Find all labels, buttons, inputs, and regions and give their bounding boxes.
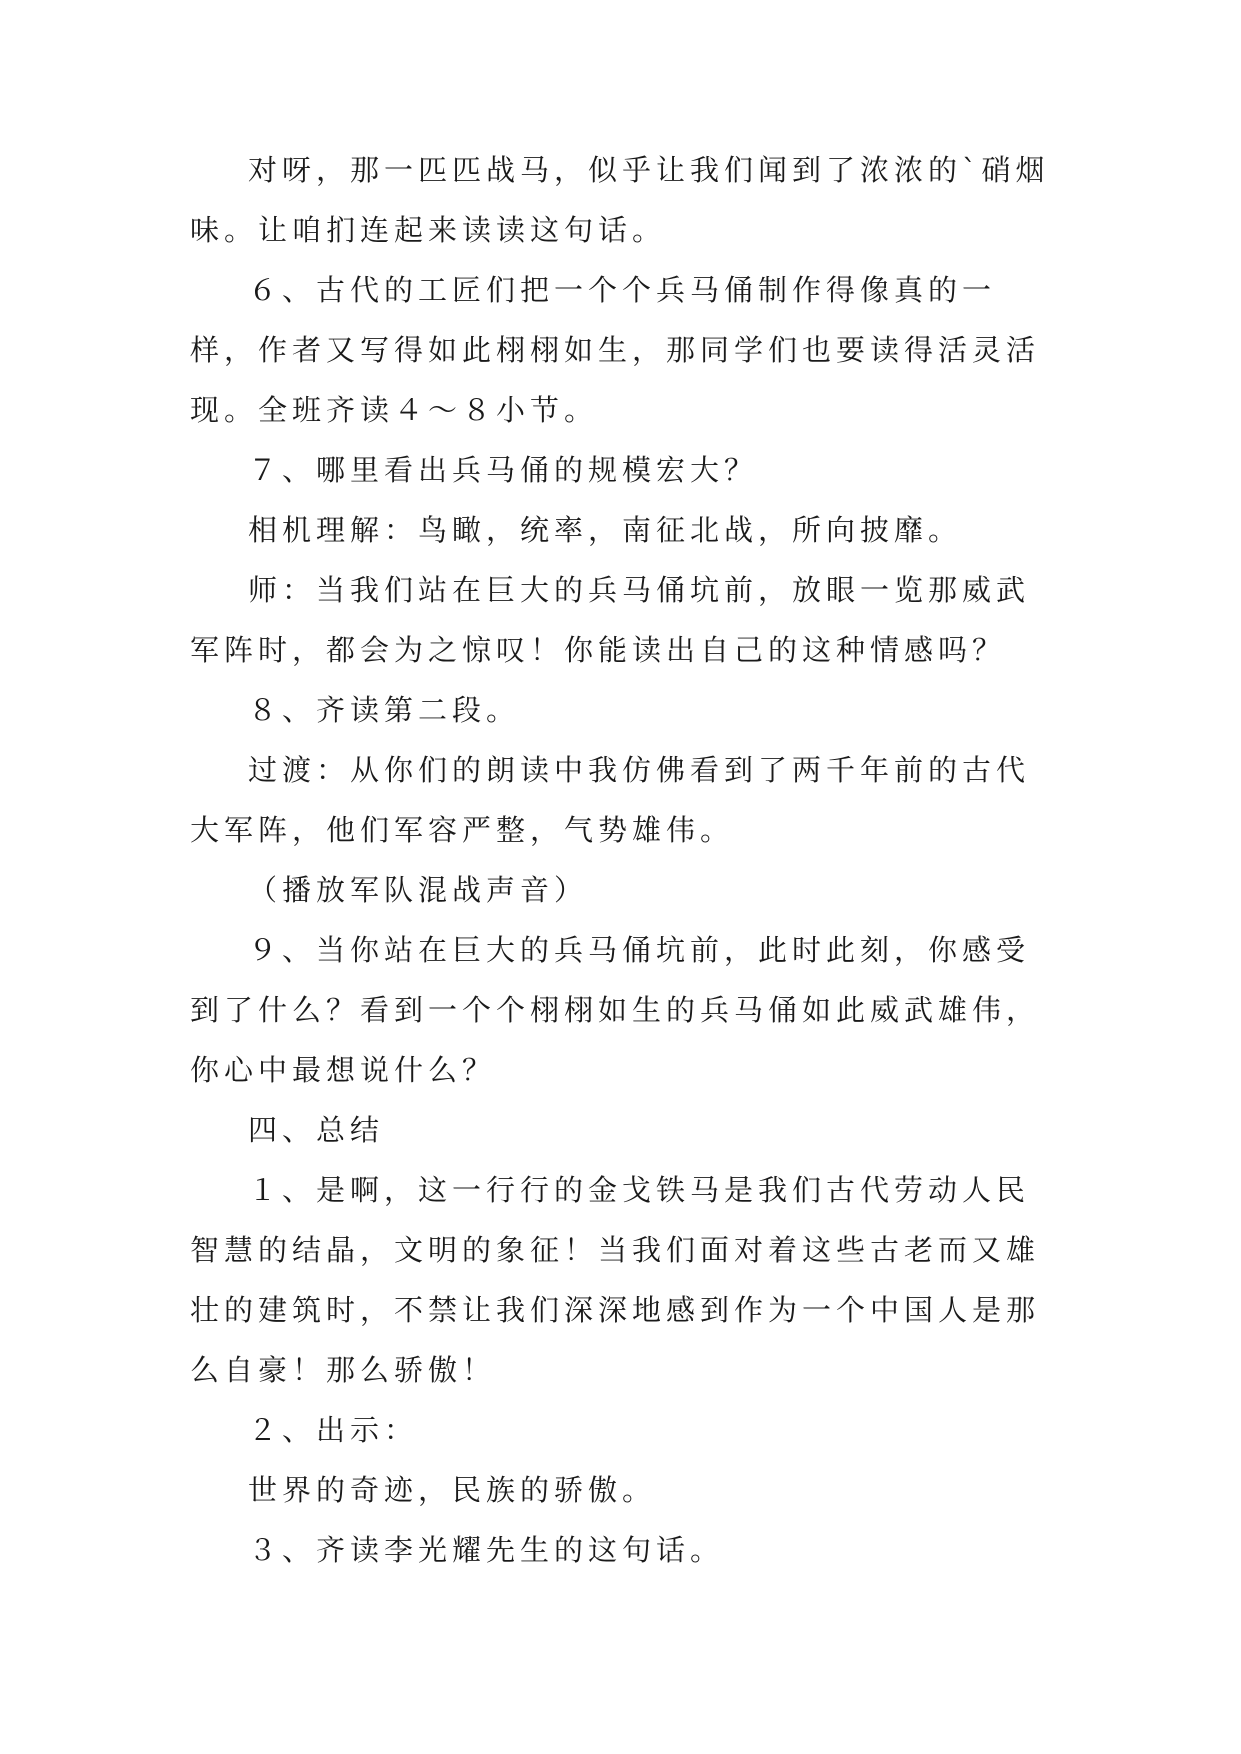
paragraph-3: ７、哪里看出兵马俑的规模宏大？ (248, 453, 759, 487)
paragraph-7: 过渡：从你们的朗读中我仿佛看到了两千年前的古代大军阵，他们军容严整，气势雄伟。 (190, 753, 1031, 847)
paragraph-8: （播放军队混战声音） (248, 873, 589, 907)
paragraph-14: ３、齐读李光耀先生的这句话。 (248, 1533, 725, 1567)
paragraph-12: ２、出示： (248, 1413, 419, 1447)
paragraph-13: 世界的奇迹，民族的骄傲。 (248, 1473, 657, 1507)
paragraph-1: 对呀，那一匹匹战马，似乎让我们闻到了浓浓的`硝烟味。让咱扪连起来读读这句话。 (190, 153, 1050, 247)
section-heading: 四、总结 (248, 1113, 385, 1147)
paragraph-2: ６、古代的工匠们把一个个兵马俑制作得像真的一样，作者又写得如此栩栩如生，那同学们也要读得活灵活现。全班齐读４～８小节。 (190, 273, 1041, 427)
paragraph-5: 师：当我们站在巨大的兵马俑坑前，放眼一览那威武军阵时，都会为之惊叹！你能读出自己的这种情感吗？ (190, 573, 1031, 667)
paragraph-9: ９、当你站在巨大的兵马俑坑前，此时此刻，你感受到了什么？看到一个个栩栩如生的兵马俑如此威武雄伟，你心中最想说什么？ (190, 933, 1041, 1087)
paragraph-4: 相机理解：鸟瞰，统率，南征北战，所向披靡。 (248, 513, 963, 547)
paragraph-6: ８、齐读第二段。 (248, 693, 521, 727)
paragraph-11: １、是啊，这一行行的金戈铁马是我们古代劳动人民智慧的结晶，文明的象征！当我们面对着这些古老而又雄壮的建筑时，不禁让我们深深地感到作为一个中国人是那么自豪！那么骄傲！ (190, 1173, 1041, 1387)
